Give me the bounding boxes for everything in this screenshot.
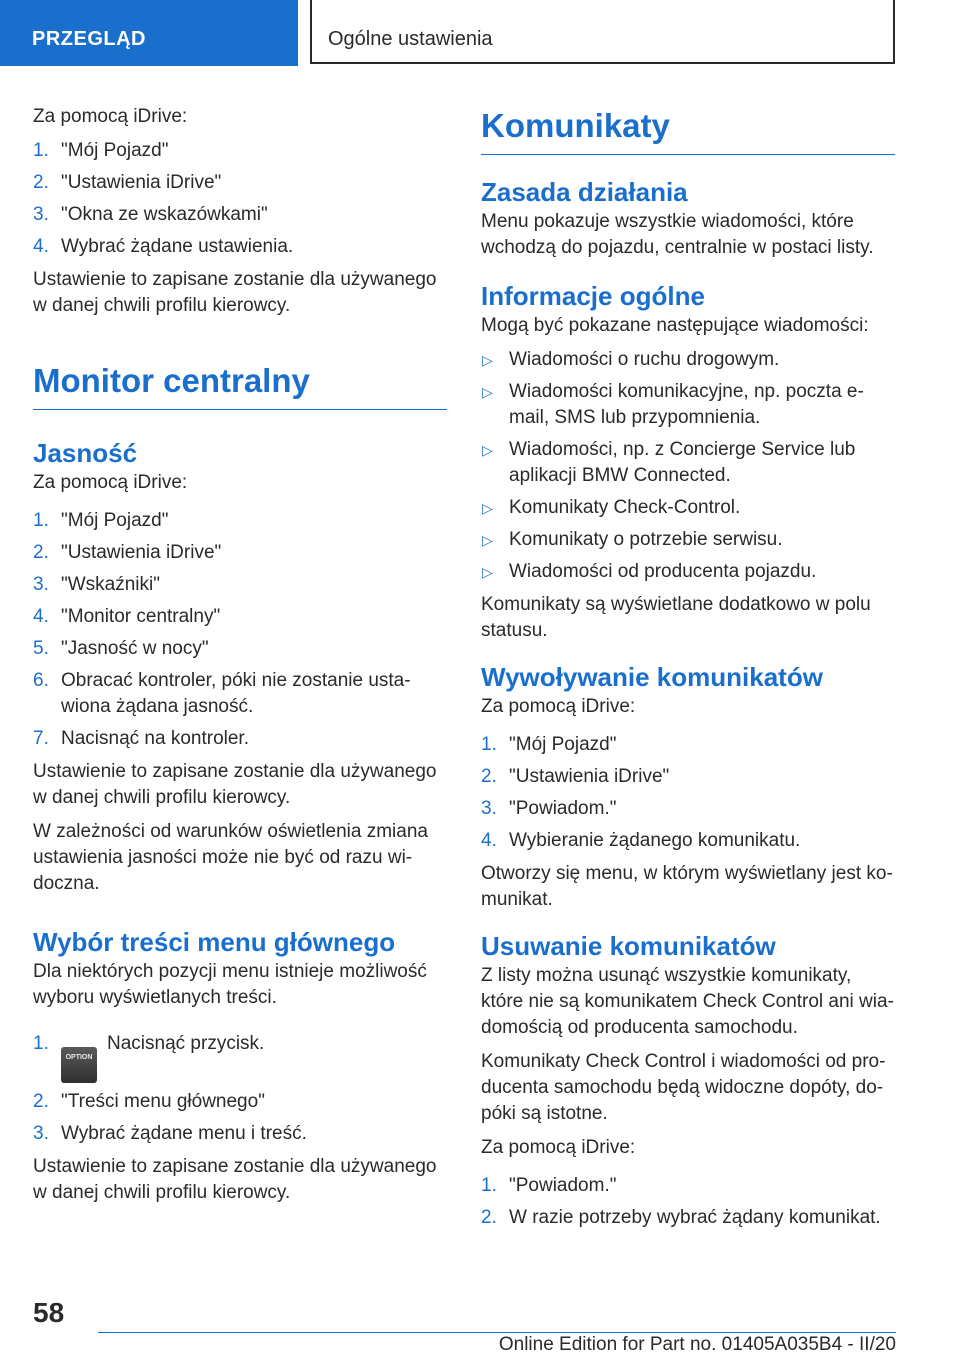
step-list xyxy=(481,732,895,854)
page-number: 58 xyxy=(33,1297,65,1328)
list-item xyxy=(33,1121,447,1147)
list-item xyxy=(481,559,895,585)
step-number: 4. xyxy=(33,236,49,257)
step-number: 4. xyxy=(33,606,49,627)
list-item xyxy=(33,170,447,196)
step-number: 2. xyxy=(481,1207,497,1228)
triangle-right-icon: ▷ xyxy=(482,532,493,548)
option-button-icon: OPTION xyxy=(61,1047,97,1083)
right-column xyxy=(481,104,895,1238)
list-item xyxy=(481,527,895,553)
item-text: "Mój Pojazd" xyxy=(61,140,169,161)
step-number: 4. xyxy=(481,830,497,851)
paragraph: Mogą być pokazane następujące wiadomości: xyxy=(481,315,869,336)
left-column xyxy=(33,104,447,1214)
step-number: 2. xyxy=(33,542,49,563)
item-text: Wybieranie żądanego komunikatu. xyxy=(509,830,801,851)
list-item xyxy=(33,726,447,752)
step-number: 7. xyxy=(33,728,49,749)
item-text: "Mój Pojazd" xyxy=(61,510,169,531)
step-list xyxy=(33,138,447,260)
item-text: Wiadomości, np. z Concierge Service lub aplikacji BMW Connected. xyxy=(509,439,856,486)
paragraph: Komunikaty są wyświetlane dodatkowo w polu statusu. xyxy=(481,594,871,641)
step-number: 2. xyxy=(481,766,497,787)
step-number: 1. xyxy=(481,1175,497,1196)
step-text: "Treści menu głównego" xyxy=(61,1091,265,1112)
list-item xyxy=(481,828,895,854)
list-item xyxy=(481,379,895,431)
triangle-right-icon: ▷ xyxy=(482,500,493,516)
paragraph: Dla niektórych pozycji menu istnieje możliwość wyboru wyświetlanych treści. xyxy=(33,961,427,1008)
item-text: Wiadomości o ruchu drogowym. xyxy=(509,349,780,370)
list-item xyxy=(33,1089,447,1115)
list-item xyxy=(481,732,895,758)
item-text: "Ustawienia iDrive" xyxy=(509,766,670,787)
step-number: 5. xyxy=(33,638,49,659)
paragraph: Za pomocą iDrive: xyxy=(33,472,188,493)
step-number: 3. xyxy=(33,1123,49,1144)
item-text: Wiadomości komunikacyjne, np. poczta e-mail, SMS lub przypomnienia. xyxy=(509,381,864,428)
list-item xyxy=(33,508,447,534)
step-list xyxy=(33,508,447,752)
list-item xyxy=(33,138,447,164)
step-number: 3. xyxy=(33,204,49,225)
step-list xyxy=(33,1031,447,1147)
heading-informacje-ogolne: Informacje ogólne xyxy=(481,281,705,311)
item-text: "Monitor centralny" xyxy=(61,606,221,627)
step-number: 2. xyxy=(33,172,49,193)
page-header xyxy=(0,0,960,66)
list-item xyxy=(33,202,447,228)
section-tab: PRZEGLĄD xyxy=(0,0,298,66)
footer-divider xyxy=(98,1332,896,1333)
step-number: 1. xyxy=(481,734,497,755)
paragraph: Ustawienie to zapisane zostanie dla używanego w danej chwili profilu kierowcy. xyxy=(33,1156,437,1203)
list-item xyxy=(33,234,447,260)
bullet-list xyxy=(481,347,895,585)
heading-wywolywanie: Wywoływanie komunikatów xyxy=(481,662,823,692)
list-item xyxy=(33,572,447,598)
step-number: 6. xyxy=(33,670,49,691)
step-list xyxy=(481,1173,895,1231)
list-item xyxy=(33,636,447,662)
paragraph: Otworzy się menu, w którym wyświetlany jest komunikat. xyxy=(481,863,893,910)
step-number: 3. xyxy=(481,798,497,819)
triangle-right-icon: ▷ xyxy=(482,352,493,368)
item-text: "Powiadom." xyxy=(509,798,617,819)
triangle-right-icon: ▷ xyxy=(482,384,493,400)
item-text: "Powiadom." xyxy=(509,1175,617,1196)
list-item xyxy=(481,495,895,521)
item-text: "Mój Pojazd" xyxy=(509,734,617,755)
heading-komunikaty: Komunikaty xyxy=(481,104,895,155)
heading-zasada-dzialania: Zasada działania xyxy=(481,177,688,207)
list-item xyxy=(33,668,447,720)
step-number: 3. xyxy=(33,574,49,595)
item-text: "Okna ze wskazówkami" xyxy=(61,204,268,225)
triangle-right-icon: ▷ xyxy=(482,442,493,458)
paragraph: Za pomocą iDrive: xyxy=(481,1137,636,1158)
item-text: Obracać kontroler, póki nie zostanie ustawiona żądana jasność. xyxy=(61,670,411,717)
item-text: Komunikaty Check-Control. xyxy=(509,497,741,518)
list-item xyxy=(481,1205,895,1231)
item-text: "Ustawienia iDrive" xyxy=(61,172,222,193)
item-text: "Ustawienia iDrive" xyxy=(61,542,222,563)
paragraph: Z listy można usunąć wszystkie komunikaty, które nie są komunikatem Check Control ani wiadomością od producenta samochodu. xyxy=(481,965,894,1038)
heading-wybor-tresci: Wybór treści menu głównego xyxy=(33,927,396,957)
list-item xyxy=(481,437,895,489)
step-text: Wybrać żądane menu i treść. xyxy=(61,1123,307,1144)
item-text: "Wskaźniki" xyxy=(61,574,160,595)
step-number: 1. xyxy=(33,140,49,161)
list-item xyxy=(481,796,895,822)
paragraph: Ustawienie to zapisane zostanie dla używanego w danej chwili profilu kierowcy. xyxy=(33,761,437,808)
item-text: Wiadomości od producenta pojazdu. xyxy=(509,561,817,582)
item-text: Wybrać żądane ustawienia. xyxy=(61,236,294,257)
paragraph: Ustawienie to zapisane zostanie dla używanego w danej chwili profilu kierowcy. xyxy=(33,269,437,316)
item-text: "Jasność w nocy" xyxy=(61,638,209,659)
edition-footer: Online Edition for Part no. 01405A035B4 - II/20 xyxy=(498,1334,896,1355)
paragraph: Menu pokazuje wszystkie wiadomości, które wchodzą do pojazdu, centralnie w postaci listy. xyxy=(481,211,874,258)
list-item xyxy=(33,540,447,566)
item-text: Nacisnąć na kontroler. xyxy=(61,728,249,749)
list-item xyxy=(33,604,447,630)
paragraph: W zależności od warunków oświetlenia zmiana ustawienia jasności może nie być od razu widoczna. xyxy=(33,821,428,894)
list-item xyxy=(481,764,895,790)
item-text: Komunikaty o potrzebie serwisu. xyxy=(509,529,783,550)
triangle-right-icon: ▷ xyxy=(482,564,493,580)
list-item xyxy=(33,1031,447,1083)
step-number: 1. xyxy=(33,510,49,531)
step-number: 2. xyxy=(33,1091,49,1112)
paragraph: Za pomocą iDrive: xyxy=(33,106,188,127)
heading-jasnosc: Jasność xyxy=(33,438,138,468)
heading-usuwanie: Usuwanie komunikatów xyxy=(481,931,776,961)
paragraph: Komunikaty Check Control i wiadomości od producenta samochodu będą widoczne dopóty, dopóki są istotne. xyxy=(481,1051,886,1124)
heading-monitor-centralny: Monitor centralny xyxy=(33,359,447,410)
chapter-tab: Ogólne ustawienia xyxy=(310,0,895,64)
paragraph: Za pomocą iDrive: xyxy=(481,696,636,717)
list-item xyxy=(481,347,895,373)
item-text: W razie potrzeby wybrać żądany komunikat. xyxy=(509,1207,881,1228)
list-item xyxy=(481,1173,895,1199)
step-text: Nacisnąć przycisk. xyxy=(107,1033,265,1054)
step-number: 1. xyxy=(33,1033,49,1054)
